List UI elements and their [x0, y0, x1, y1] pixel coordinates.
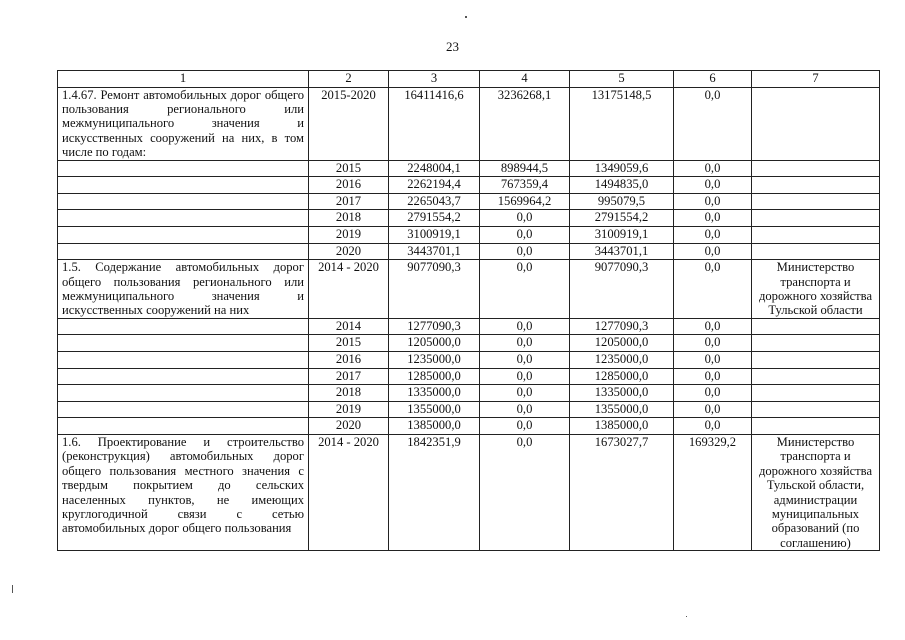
funding-year-cell: 0,0 — [480, 227, 570, 244]
empty-description-cell — [58, 368, 309, 385]
empty-responsible-cell — [752, 177, 880, 194]
funding-total-cell: 0,0 — [480, 434, 570, 550]
funding-total-cell: 9077090,3 — [570, 260, 674, 319]
funding-year-cell: 0,0 — [674, 401, 752, 418]
section-description: 1.4.67. Ремонт автомобильных дорог общего пользования регионального или межмуниципального значения и искусственных сооружений на них, в том числе по годам: — [58, 87, 309, 160]
column-header: 7 — [752, 71, 880, 88]
year-row — [58, 385, 880, 402]
funding-year-cell: 2262194,4 — [389, 177, 480, 194]
section-description: 1.5. Содержание автомобильных дорог общего пользования регионального или межмуниципального значения и искусственных сооружений на них — [58, 260, 309, 319]
funding-year-cell: 2248004,1 — [389, 160, 480, 177]
funding-year-cell: 898944,5 — [480, 160, 570, 177]
funding-year-cell: 1205000,0 — [570, 335, 674, 352]
year-cell: 2020 — [309, 418, 389, 435]
empty-description-cell — [58, 318, 309, 335]
empty-description-cell — [58, 335, 309, 352]
funding-year-cell: 0,0 — [674, 210, 752, 227]
table-body — [58, 71, 880, 551]
funding-year-cell: 1349059,6 — [570, 160, 674, 177]
year-cell: 2015 — [309, 160, 389, 177]
funding-year-cell: 0,0 — [674, 335, 752, 352]
funding-year-cell: 0,0 — [480, 243, 570, 260]
funding-year-cell: 0,0 — [674, 385, 752, 402]
empty-responsible-cell — [752, 418, 880, 435]
year-row — [58, 335, 880, 352]
section-summary-row — [58, 260, 880, 319]
year-row — [58, 368, 880, 385]
responsible-executor — [752, 87, 880, 160]
empty-responsible-cell — [752, 318, 880, 335]
empty-description-cell — [58, 385, 309, 402]
empty-description-cell — [58, 177, 309, 194]
funding-year-cell: 2791554,2 — [389, 210, 480, 227]
year-cell: 2014 — [309, 318, 389, 335]
year-row — [58, 210, 880, 227]
funding-year-cell: 1235000,0 — [389, 352, 480, 369]
page-number: 23 — [446, 39, 459, 54]
funding-year-cell: 0,0 — [480, 368, 570, 385]
funding-year-cell: 0,0 — [674, 418, 752, 435]
year-row — [58, 318, 880, 335]
funding-total-cell: 1673027,7 — [570, 434, 674, 550]
empty-description-cell — [58, 401, 309, 418]
funding-year-cell: 1335000,0 — [389, 385, 480, 402]
funding-total-cell: 0,0 — [480, 260, 570, 319]
empty-responsible-cell — [752, 243, 880, 260]
year-cell: 2018 — [309, 385, 389, 402]
funding-year-cell: 1385000,0 — [389, 418, 480, 435]
funding-year-cell: 0,0 — [674, 193, 752, 210]
empty-description-cell — [58, 210, 309, 227]
year-cell: 2015 — [309, 335, 389, 352]
funding-year-cell: 0,0 — [480, 210, 570, 227]
funding-total-cell: 1842351,9 — [389, 434, 480, 550]
funding-total-cell: 169329,2 — [674, 434, 752, 550]
funding-year-cell: 3443701,1 — [389, 243, 480, 260]
empty-responsible-cell — [752, 335, 880, 352]
funding-total-cell: 13175148,5 — [570, 87, 674, 160]
funding-year-cell: 1235000,0 — [570, 352, 674, 369]
funding-year-cell: 0,0 — [674, 227, 752, 244]
funding-year-cell: 0,0 — [480, 418, 570, 435]
column-header: 5 — [570, 71, 674, 88]
funding-year-cell: 0,0 — [674, 243, 752, 260]
funding-year-cell: 1285000,0 — [389, 368, 480, 385]
funding-year-cell: 1285000,0 — [570, 368, 674, 385]
funding-year-cell: 3443701,1 — [570, 243, 674, 260]
funding-year-cell: 1335000,0 — [570, 385, 674, 402]
funding-year-cell: 1355000,0 — [389, 401, 480, 418]
funding-year-cell: 1494835,0 — [570, 177, 674, 194]
funding-year-cell: 995079,5 — [570, 193, 674, 210]
empty-description-cell — [58, 418, 309, 435]
column-header: 3 — [389, 71, 480, 88]
responsible-executor: Министерство транспорта и дорожного хозяйства Тульской области — [752, 260, 880, 319]
funding-total-cell: 16411416,6 — [389, 87, 480, 160]
section-period: 2015-2020 — [309, 87, 389, 160]
year-row — [58, 160, 880, 177]
year-row — [58, 177, 880, 194]
funding-year-cell: 1569964,2 — [480, 193, 570, 210]
funding-year-cell: 0,0 — [480, 385, 570, 402]
empty-responsible-cell — [752, 401, 880, 418]
year-cell: 2019 — [309, 401, 389, 418]
section-period: 2014 - 2020 — [309, 260, 389, 319]
funding-year-cell: 1355000,0 — [570, 401, 674, 418]
year-row — [58, 418, 880, 435]
scan-speck — [686, 616, 687, 617]
funding-year-cell: 1205000,0 — [389, 335, 480, 352]
column-header: 6 — [674, 71, 752, 88]
scan-speck — [12, 585, 13, 593]
empty-description-cell — [58, 227, 309, 244]
funding-year-cell: 0,0 — [480, 401, 570, 418]
funding-year-cell: 0,0 — [480, 352, 570, 369]
year-cell: 2016 — [309, 177, 389, 194]
funding-year-cell: 1277090,3 — [389, 318, 480, 335]
funding-year-cell: 0,0 — [674, 318, 752, 335]
year-row — [58, 193, 880, 210]
empty-responsible-cell — [752, 368, 880, 385]
budget-table — [57, 70, 880, 551]
header-row — [58, 71, 880, 88]
column-header: 4 — [480, 71, 570, 88]
funding-total-cell: 3236268,1 — [480, 87, 570, 160]
empty-responsible-cell — [752, 210, 880, 227]
empty-description-cell — [58, 160, 309, 177]
section-period: 2014 - 2020 — [309, 434, 389, 550]
funding-year-cell: 0,0 — [674, 177, 752, 194]
funding-year-cell: 1385000,0 — [570, 418, 674, 435]
funding-year-cell: 0,0 — [480, 318, 570, 335]
funding-total-cell: 0,0 — [674, 260, 752, 319]
empty-responsible-cell — [752, 160, 880, 177]
responsible-executor: Министерство транспорта и дорожного хозяйства Тульской области, администрации муниципальных образований (по соглашению) — [752, 434, 880, 550]
funding-year-cell: 2265043,7 — [389, 193, 480, 210]
section-summary-row — [58, 434, 880, 550]
funding-year-cell: 0,0 — [480, 335, 570, 352]
funding-year-cell: 0,0 — [674, 368, 752, 385]
funding-total-cell: 9077090,3 — [389, 260, 480, 319]
empty-responsible-cell — [752, 385, 880, 402]
funding-year-cell: 3100919,1 — [570, 227, 674, 244]
year-row — [58, 227, 880, 244]
section-summary-row — [58, 87, 880, 160]
empty-description-cell — [58, 352, 309, 369]
funding-total-cell: 0,0 — [674, 87, 752, 160]
year-cell: 2020 — [309, 243, 389, 260]
empty-responsible-cell — [752, 352, 880, 369]
year-row — [58, 352, 880, 369]
scan-speck — [465, 16, 467, 18]
year-row — [58, 401, 880, 418]
section-description: 1.6. Проектирование и строительство (реконструкция) автомобильных дорог общего пользования местного значения с твердым покрытием до сельских населенных пунктов, не имеющих круглогодичной связи с сетью автомобильных дорог общего пользования — [58, 434, 309, 550]
year-cell: 2016 — [309, 352, 389, 369]
funding-year-cell: 767359,4 — [480, 177, 570, 194]
year-row — [58, 243, 880, 260]
year-cell: 2019 — [309, 227, 389, 244]
column-header: 2 — [309, 71, 389, 88]
funding-year-cell: 3100919,1 — [389, 227, 480, 244]
column-header: 1 — [58, 71, 309, 88]
empty-responsible-cell — [752, 193, 880, 210]
funding-year-cell: 1277090,3 — [570, 318, 674, 335]
year-cell: 2017 — [309, 368, 389, 385]
empty-responsible-cell — [752, 227, 880, 244]
year-cell: 2018 — [309, 210, 389, 227]
funding-year-cell: 0,0 — [674, 160, 752, 177]
empty-description-cell — [58, 243, 309, 260]
funding-year-cell: 2791554,2 — [570, 210, 674, 227]
year-cell: 2017 — [309, 193, 389, 210]
empty-description-cell — [58, 193, 309, 210]
funding-year-cell: 0,0 — [674, 352, 752, 369]
